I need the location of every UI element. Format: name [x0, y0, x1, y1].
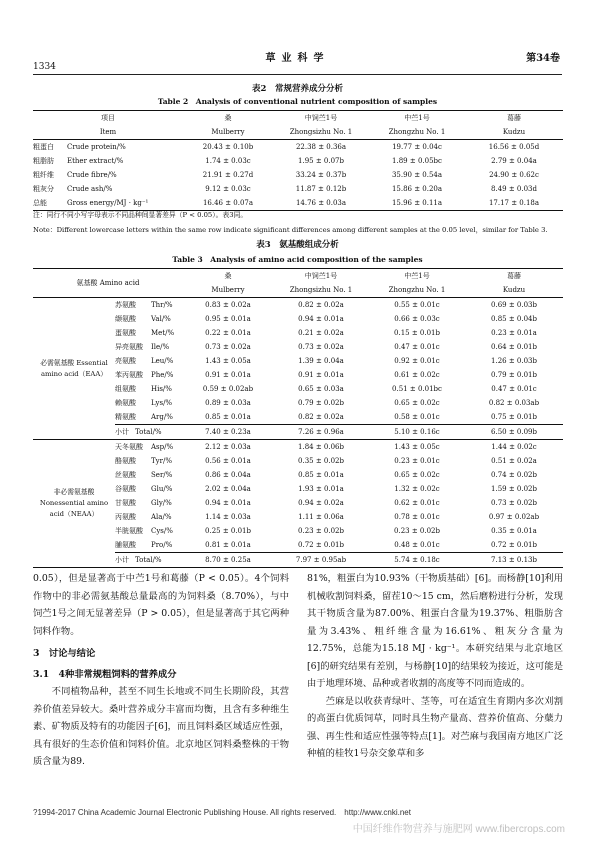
table2-caption-zh: 表2 常规营养成分分析 [252, 84, 343, 94]
table-cell: 0.79 ± 0.01b [491, 371, 537, 379]
amino-label-zh: 苯丙氨酸 [115, 371, 143, 379]
table-cell: 8.70 ± 0.25a [183, 553, 273, 568]
amino-label-en: Phe/% [151, 371, 174, 379]
table-cell: 11.87 ± 0.12b [295, 185, 347, 193]
amino-label [115, 340, 183, 354]
table2-head-item: 项目 [33, 111, 183, 126]
table3-caption-en: Table 3 Analysis of amino acid composition of the samples [172, 255, 423, 264]
table-cell: 0.91 ± 0.01a [298, 371, 344, 379]
nutrient-label-zh: 粗蛋白 [33, 143, 54, 151]
table-row [33, 168, 563, 182]
table-cell: 0.94 ± 0.01a [205, 499, 251, 507]
amino-label-en: Cys/% [151, 527, 173, 535]
amino-label [115, 382, 183, 396]
amino-label [115, 410, 183, 425]
table3-head-col: 葛藤 [465, 269, 563, 284]
table-cell: 5.10 ± 0.16c [369, 425, 465, 440]
amino-label-en: Gly/% [151, 499, 172, 507]
amino-label-en: Val/% [151, 315, 171, 323]
amino-label-en: Pro/% [151, 541, 173, 549]
table-cell: 0.85 ± 0.01a [298, 471, 344, 479]
table-cell: 0.48 ± 0.01c [394, 541, 440, 549]
table-cell: 1.11 ± 0.06a [298, 513, 344, 521]
table-cell: 0.65 ± 0.02c [394, 399, 440, 407]
table-cell: 0.85 ± 0.01a [205, 413, 251, 421]
table-cell: 0.72 ± 0.01b [491, 541, 537, 549]
table-cell: 0.82 ± 0.02a [298, 301, 344, 309]
table-cell: 0.91 ± 0.01a [205, 371, 251, 379]
table-cell: 2.79 ± 0.04a [491, 157, 537, 165]
table-cell: 0.58 ± 0.01c [394, 413, 440, 421]
amino-label-zh: 精氨酸 [115, 413, 136, 421]
table-cell: 0.59 ± 0.02ab [202, 385, 254, 393]
table-cell: 7.40 ± 0.23a [183, 425, 273, 440]
body-paragraph: 0.05），但是显著高于中苎1号和葛藤（P < 0.05）。4个饲料作物中的非必需氨基酸总量最高的为饲料桑（8.70%），与中饲苎1号之间无显著差异（P > 0.05），但是显著高于其它两种饲料作物。 [33, 573, 289, 637]
table3-head-col-en: Kudzu [465, 283, 563, 298]
table3-header-zh [33, 269, 563, 284]
amino-label-zh: 天冬氨酸 [115, 443, 143, 451]
amino-label-en: Met/% [151, 329, 175, 337]
amino-group-label: 必需氨基酸 Essential amino acid（EAA） [33, 298, 115, 440]
table2-head-col: 中苎1号 [369, 111, 465, 126]
table-cell: 0.66 ± 0.03c [394, 315, 440, 323]
nutrient-label [33, 168, 183, 182]
amino-label [115, 538, 183, 553]
amino-label-en: Lys/% [151, 399, 173, 407]
table2-header-en [33, 125, 563, 140]
amino-label [115, 482, 183, 496]
table-cell: 5.74 ± 0.18c [369, 553, 465, 568]
amino-label-en: His/% [151, 385, 172, 393]
table-cell: 21.91 ± 0.27d [202, 171, 254, 179]
amino-label-en: Leu/% [151, 357, 174, 365]
table-cell: 0.62 ± 0.01c [394, 499, 440, 507]
body-right-column [307, 570, 563, 763]
table-cell: 1.74 ± 0.03c [205, 157, 251, 165]
amino-label-en: Ile/% [151, 343, 170, 351]
table2-head-col: 葛藤 [465, 111, 563, 126]
table-cell: 0.82 ± 0.03ab [488, 399, 540, 407]
table-cell: 0.56 ± 0.01a [205, 457, 251, 465]
amino-label-zh: 蛋氨酸 [115, 329, 136, 337]
table-cell: 0.73 ± 0.02a [205, 343, 251, 351]
table-cell: 2.02 ± 0.04a [205, 485, 251, 493]
nutrient-label-en: Crude fibre/% [67, 171, 117, 179]
amino-group-label: 非必需氨基酸 Nonessential amino acid（NEAA） [33, 440, 115, 568]
journal-name: 草业科学 [265, 53, 330, 64]
amino-label-zh: 丙氨酸 [115, 513, 136, 521]
table-cell: 0.78 ± 0.01c [394, 513, 440, 521]
table-cell: 16.46 ± 0.07a [183, 196, 273, 211]
table2-head-col-en: Kudzu [465, 125, 563, 140]
nutrient-label [33, 154, 183, 168]
amino-label [115, 354, 183, 368]
table-cell: 1.43 ± 0.05a [205, 357, 251, 365]
copyright-footer: ?1994-2017 China Academic Journal Electronic Publishing House. All rights reserved. http://www.cnki.net [33, 808, 411, 817]
table-cell: 0.23 ± 0.01a [491, 329, 537, 337]
amino-label-en: Ser/% [151, 471, 173, 479]
amino-label-zh: 苏氨酸 [115, 301, 136, 309]
amino-label [115, 468, 183, 482]
table-cell: 15.96 ± 0.11a [369, 196, 465, 211]
amino-label-en: Arg/% [151, 413, 173, 421]
table-cell: 1.39 ± 0.04a [298, 357, 344, 365]
table-cell: 0.15 ± 0.01b [394, 329, 440, 337]
table-cell: 1.95 ± 0.07b [298, 157, 344, 165]
table-cell: 0.83 ± 0.02a [205, 301, 251, 309]
table-cell: 0.73 ± 0.02b [491, 499, 537, 507]
table-row [33, 298, 563, 313]
table-cell: 7.26 ± 0.96a [273, 425, 369, 440]
table-cell: 0.47 ± 0.01c [491, 385, 537, 393]
amino-label-zh: 脯氨酸 [115, 541, 136, 549]
nutrient-label [33, 182, 183, 196]
table-cell: 8.49 ± 0.03d [491, 185, 537, 193]
amino-label [115, 454, 183, 468]
amino-label-en: Glu/% [151, 485, 173, 493]
table3-head-col: 桑 [183, 269, 273, 284]
subsection-heading: 3.1 4种非常规粗饲料的营养成分 [33, 668, 177, 680]
table-cell: 0.74 ± 0.02b [491, 471, 537, 479]
table-cell: 0.95 ± 0.01a [205, 315, 251, 323]
amino-label [115, 312, 183, 326]
amino-label-zh: 谷氨酸 [115, 485, 136, 493]
table-cell: 0.85 ± 0.04b [491, 315, 537, 323]
amino-label-en: Thr/% [151, 301, 173, 309]
table-cell: 0.23 ± 0.02b [298, 527, 344, 535]
amino-label-zh: 甘氨酸 [115, 499, 136, 507]
total-label-en: Total/% [135, 556, 162, 564]
table-cell: 7.13 ± 0.13b [465, 553, 563, 568]
table2-head-col: 桑 [183, 111, 273, 126]
amino-label-zh: 赖氨酸 [115, 399, 136, 407]
table-cell: 0.79 ± 0.02b [298, 399, 344, 407]
amino-label-en: Tyr/% [151, 457, 172, 465]
table-cell: 17.17 ± 0.18a [465, 196, 563, 211]
table3-caption-zh: 表3 氨基酸组成分析 [256, 240, 339, 250]
table-cell: 16.56 ± 0.05d [488, 143, 540, 151]
table3 [33, 268, 563, 568]
table-cell: 24.90 ± 0.62c [489, 171, 539, 179]
total-label-zh: 小计 [115, 428, 129, 436]
table-cell: 0.97 ± 0.02ab [488, 513, 540, 521]
table-cell: 22.38 ± 0.36a [295, 143, 347, 151]
table-cell: 1.32 ± 0.02c [394, 485, 440, 493]
table-cell: 15.86 ± 0.20a [391, 185, 443, 193]
table3-head-col-en: Zhongsizhu No. 1 [273, 283, 369, 298]
table2-head-col-en: Zhongsizhu No. 1 [273, 125, 369, 140]
table2 [33, 110, 563, 211]
table-cell: 1.43 ± 0.05c [394, 443, 440, 451]
nutrient-label-en: Gross energy/MJ · kg⁻¹ [67, 199, 149, 207]
table-cell: 2.12 ± 0.03a [205, 443, 251, 451]
table-cell: 1.14 ± 0.03a [205, 513, 251, 521]
table-cell: 0.82 ± 0.02a [298, 413, 344, 421]
nutrient-label-en: Crude ash/% [67, 185, 113, 193]
table-cell: 0.55 ± 0.01c [394, 301, 440, 309]
table-cell: 14.76 ± 0.03a [273, 196, 369, 211]
table3-head-col: 中饲苎1号 [273, 269, 369, 284]
table-cell: 0.35 ± 0.02b [298, 457, 344, 465]
table-cell: 9.12 ± 0.03c [205, 185, 251, 193]
table-cell: 0.21 ± 0.02a [298, 329, 344, 337]
table-cell: 0.92 ± 0.01c [394, 357, 440, 365]
nutrient-label-en: Ether extract/% [67, 157, 124, 165]
table2-head-col: 中饲苎1号 [273, 111, 369, 126]
table-cell: 0.73 ± 0.02a [298, 343, 344, 351]
table-cell: 35.90 ± 0.54a [391, 171, 443, 179]
total-label-zh: 小计 [115, 556, 129, 564]
table3-head-item: 氨基酸 Amino acid [33, 269, 183, 298]
amino-label-zh: 缬氨酸 [115, 315, 136, 323]
table3-head-col-en: Mulberry [183, 283, 273, 298]
table-cell: 0.65 ± 0.03a [298, 385, 344, 393]
table3-head-col-en: Zhongzhu No. 1 [369, 283, 465, 298]
table-cell: 1.84 ± 0.06b [298, 443, 344, 451]
table-cell: 1.59 ± 0.02b [491, 485, 537, 493]
table-row [33, 440, 563, 455]
table-row [33, 140, 563, 155]
amino-label [115, 396, 183, 410]
amino-label-en: Ala/% [151, 513, 172, 521]
table-cell: 6.50 ± 0.09b [465, 425, 563, 440]
table-cell: 1.44 ± 0.02c [491, 443, 537, 451]
nutrient-label-zh: 粗脂肪 [33, 157, 54, 165]
table-cell: 0.51 ± 0.01bc [392, 385, 442, 393]
table-row [33, 154, 563, 168]
table-cell: 0.65 ± 0.02c [394, 471, 440, 479]
table2-note-zh: 注：同行不同小写字母表示不同品种间显著差异（P < 0.05）。表3同。 [33, 211, 248, 219]
table2-head-col-en: Zhongzhu No. 1 [369, 125, 465, 140]
table-cell: 0.86 ± 0.04a [205, 471, 251, 479]
total-label [115, 553, 183, 568]
amino-label-zh: 组氨酸 [115, 385, 136, 393]
amino-label [115, 524, 183, 538]
header-rule [33, 74, 562, 75]
table3-head-col: 中苎1号 [369, 269, 465, 284]
table2-caption-en: Table 2 Analysis of conventional nutrient composition of samples [157, 97, 438, 106]
table-cell: 0.61 ± 0.02c [394, 371, 440, 379]
total-label-en: Total/% [135, 428, 162, 436]
table-cell: 1.93 ± 0.01a [298, 485, 344, 493]
table2-note-en: Note：Different lowercase letters within the same row indicate significant differences among different samples at the 0.05 level，similar for Table 3. [33, 226, 548, 234]
table-cell: 0.47 ± 0.01c [394, 343, 440, 351]
table-cell: 7.97 ± 0.95ab [273, 553, 369, 568]
nutrient-label-zh: 粗灰分 [33, 185, 54, 193]
body-paragraph: 苎麻是以收获青绿叶、茎等，可在适宜生育期内多次刈割的高蛋白优质饲草，同时具生物产量高、营养价值高、分蘖力强、再生性和适应性强等特点[1]。对苎麻与我国南方地区广泛种植的桂牧1号杂交象草和多 [307, 695, 563, 759]
table-cell: 0.94 ± 0.01a [298, 315, 344, 323]
amino-label-zh: 酪氨酸 [115, 457, 136, 465]
table-cell: 0.51 ± 0.02a [491, 457, 537, 465]
volume-label: 第34卷 [526, 53, 560, 64]
table-cell: 0.23 ± 0.02b [394, 527, 440, 535]
amino-label [115, 298, 183, 313]
nutrient-label-zh: 粗纤维 [33, 171, 54, 179]
table2-head-item-en: Item [33, 125, 183, 140]
table-cell: 19.77 ± 0.04c [392, 143, 442, 151]
amino-label-zh: 亮氨酸 [115, 357, 136, 365]
total-label [115, 425, 183, 440]
table-cell: 0.75 ± 0.01b [491, 413, 537, 421]
table-cell: 1.89 ± 0.05bc [392, 157, 442, 165]
table-cell: 0.23 ± 0.01c [394, 457, 440, 465]
table2-header-zh [33, 111, 563, 126]
amino-label [115, 368, 183, 382]
table-cell: 0.35 ± 0.01a [491, 527, 537, 535]
nutrient-label-en: Crude protein/% [67, 143, 126, 151]
body-paragraph: 81%，粗蛋白为10.93%（干物质基础）[6]。而杨静[10]利用机械收割饲料桑，留茬10～15 cm，然后磨粉进行分析，发现其干物质含量为87.00%、粗蛋白含量为19.37%、粗脂肪含量为3.43%、粗纤维含量为16.61%、粗灰分含量为12.75%，总能为15.18 MJ · kg⁻¹。本研究结果与北京地区[6]的研究结果有差别，与杨静[10]的结果较为接近，这可能是由于地理环境、品种或者收割的高度等不同而造成的。 [307, 573, 563, 689]
amino-label-en: Asp/% [151, 443, 174, 451]
table-cell: 0.89 ± 0.03a [205, 399, 251, 407]
amino-label [115, 326, 183, 340]
table-cell: 33.24 ± 0.37b [295, 171, 347, 179]
section-heading: 3 讨论与结论 [33, 648, 96, 659]
amino-label-zh: 异亮氨酸 [115, 343, 143, 351]
table-cell: 20.43 ± 0.10b [202, 143, 254, 151]
table-cell: 0.72 ± 0.01b [298, 541, 344, 549]
page-number: 1334 [33, 62, 56, 72]
table-cell: 0.94 ± 0.02a [298, 499, 344, 507]
nutrient-label [33, 140, 183, 155]
amino-label-zh: 半胱氨酸 [115, 527, 143, 535]
table-row [33, 182, 563, 196]
amino-label [115, 496, 183, 510]
amino-label-zh: 丝氨酸 [115, 471, 136, 479]
watermark-text: 中国纤维作物营养与施肥网 www.fibercrops.com [352, 824, 565, 835]
nutrient-label-zh: 总能 [33, 199, 47, 207]
body-paragraph: 不同植物品种，甚至不同生长地或不同生长期阶段，其营养价值差异较大。桑叶营养成分丰富而均衡，且含有多种维生素、矿物质及特有的功能因子[6]，而且饲料桑区域适应性强，具有很好的生态价值和饲料价值。北京地区饲料桑整株的干物质含量为89. [33, 686, 289, 767]
table-cell: 0.81 ± 0.01a [205, 541, 251, 549]
table-cell: 0.22 ± 0.01a [205, 329, 251, 337]
amino-label [115, 510, 183, 524]
body-left-column [33, 570, 289, 771]
table2-head-col-en: Mulberry [183, 125, 273, 140]
table-cell: 0.25 ± 0.01b [205, 527, 251, 535]
amino-label [115, 440, 183, 455]
table-cell: 0.64 ± 0.01b [491, 343, 537, 351]
table-cell: 1.26 ± 0.03b [491, 357, 537, 365]
table-cell: 0.69 ± 0.03b [491, 301, 537, 309]
